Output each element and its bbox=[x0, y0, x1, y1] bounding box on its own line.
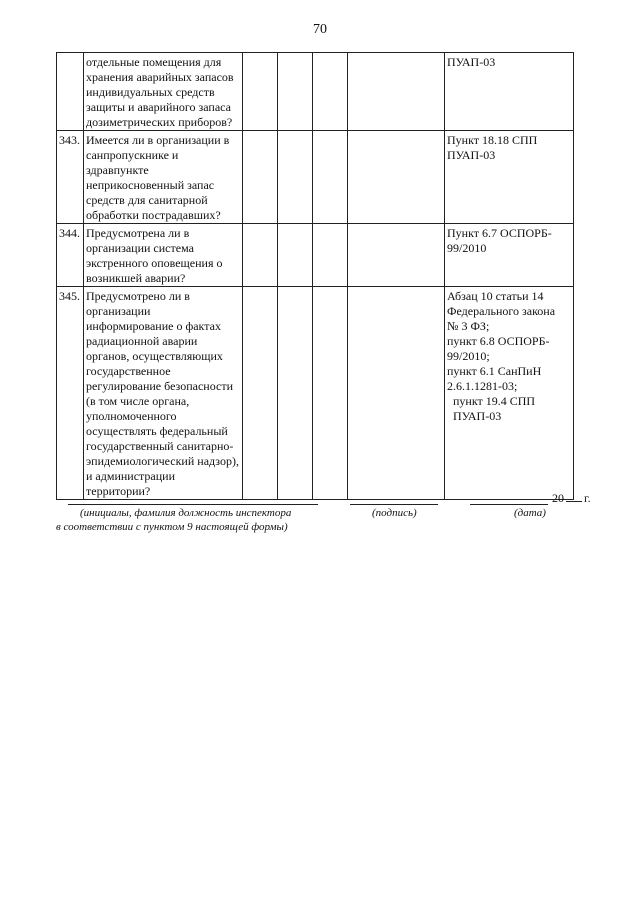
table-row bbox=[57, 53, 574, 131]
signature-line bbox=[350, 504, 438, 505]
answer-cell-4 bbox=[348, 224, 445, 287]
answer-cell-2 bbox=[278, 224, 313, 287]
reference-cell bbox=[445, 287, 574, 500]
page-number: 70 bbox=[313, 22, 327, 37]
signature-caption: (подпись) bbox=[372, 507, 417, 519]
year-field bbox=[552, 491, 591, 506]
question-text: Имеется ли в организации в санпропускнике и здравпункте неприкосновенный запас средств для санитарной обработки пострадавших? bbox=[84, 131, 243, 224]
answer-cell-3 bbox=[313, 224, 348, 287]
answer-cell-1 bbox=[243, 53, 278, 131]
inspector-caption-line-1: (инициалы, фамилия должность инспектора bbox=[80, 507, 292, 519]
answer-cell-1 bbox=[243, 131, 278, 224]
table-row bbox=[57, 131, 574, 224]
answer-cell-2 bbox=[278, 287, 313, 500]
answer-cell-3 bbox=[313, 53, 348, 131]
table-row bbox=[57, 224, 574, 287]
reference-line: 99/2010; bbox=[447, 349, 490, 363]
year-prefix: 20 bbox=[552, 491, 564, 505]
reference-line: пункт 19.4 СПП bbox=[453, 394, 536, 408]
reference-line: ПУАП-03 bbox=[447, 55, 496, 69]
answer-cell-2 bbox=[278, 53, 313, 131]
answer-cell-4 bbox=[348, 131, 445, 224]
reference-line: ПУАП-03 bbox=[453, 409, 502, 423]
reference-line: 2.6.1.1281-03; bbox=[447, 379, 518, 393]
reference-line: 99/2010 bbox=[447, 241, 487, 255]
date-caption: (дата) bbox=[514, 507, 546, 519]
reference-line: пункт 6.1 СанПиН bbox=[447, 364, 542, 378]
answer-cell-3 bbox=[313, 287, 348, 500]
reference-line: Пункт 18.18 СПП bbox=[447, 133, 538, 147]
reference-line: пункт 6.8 ОСПОРБ- bbox=[447, 334, 550, 348]
answer-cell-4 bbox=[348, 287, 445, 500]
reference-line: Пункт 6.7 ОСПОРБ- bbox=[447, 226, 552, 240]
year-suffix: г. bbox=[584, 491, 591, 505]
reference-line: № 3 ФЗ; bbox=[447, 319, 490, 333]
item-number: 343. bbox=[57, 131, 84, 224]
item-number: 345. bbox=[57, 287, 84, 500]
question-text: Предусмотрено ли в организации информирование о фактах радиационной аварии органов, осуществляющих государственное регулирование безопасности (в том числе органа, уполномоченного осуществлять федеральный государственный санитарно-эпидемиологический надзор), и администрации территории? bbox=[84, 287, 243, 500]
reference-line: Абзац 10 статьи 14 bbox=[447, 289, 544, 303]
answer-cell-2 bbox=[278, 131, 313, 224]
reference-line: ПУАП-03 bbox=[447, 148, 496, 162]
reference-line: Федерального закона bbox=[447, 304, 556, 318]
inspector-signature-line bbox=[68, 504, 318, 505]
table-row bbox=[57, 287, 574, 500]
date-line bbox=[470, 504, 548, 505]
question-text: отдельные помещения для хранения аварийных запасов индивидуальных средств защиты и аварийного запаса дозиметрических приборов? bbox=[84, 53, 243, 131]
reference-cell bbox=[445, 53, 574, 131]
inspector-caption-line-2: в соответствии с пунктом 9 настоящей формы) bbox=[56, 521, 288, 533]
reference-cell bbox=[445, 131, 574, 224]
item-number: 344. bbox=[57, 224, 84, 287]
answer-cell-3 bbox=[313, 131, 348, 224]
answer-cell-1 bbox=[243, 287, 278, 500]
question-text: Предусмотрена ли в организации система экстренного оповещения о возникшей аварии? bbox=[84, 224, 243, 287]
answer-cell-4 bbox=[348, 53, 445, 131]
reference-cell bbox=[445, 224, 574, 287]
item-number bbox=[57, 53, 84, 131]
answer-cell-1 bbox=[243, 224, 278, 287]
checklist-table bbox=[56, 52, 574, 500]
